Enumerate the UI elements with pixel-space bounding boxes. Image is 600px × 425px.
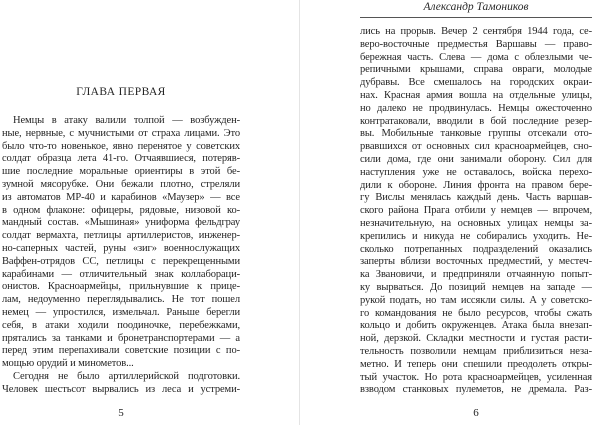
text-line: взводом станковых пулеметов, не дремала. Раз-: [360, 384, 592, 396]
text-line: контратаковали, вводили в бой последние резер-: [360, 115, 592, 127]
text-line: ные, нервные, с мучнистыми от страха лицами. Это: [2, 127, 240, 139]
text-line: в одном флаконе: офицеры, рядовые, низовой ко-: [2, 204, 240, 216]
text-line: дубравы. Все смешалось на городских окраи-: [360, 77, 592, 89]
text-line: ку вырваться. До позиций немцев на западе —: [360, 281, 592, 293]
header-rule: [360, 17, 592, 18]
text-line: сколько потрепанных подразделений оказались: [360, 243, 592, 255]
text-line: кольцо и добить окруженцев. Атака была внезап-: [360, 320, 592, 332]
chapter-heading: ГЛАВА ПЕРВАЯ: [76, 86, 166, 98]
text-line: ка Звановичи, и предприняли отчаянную попыт-: [360, 269, 592, 281]
text-line: бережная часть. Слева — дома с облезлыми че-: [360, 51, 592, 63]
text-line: метно. И теперь они спешили преодолеть откры-: [360, 358, 592, 370]
left-page: [2, 0, 240, 425]
text-line: себя, в атаки ходили поодиночке, перебежками,: [2, 319, 240, 331]
text-line: карабинами — отличительный знак коллабораци-: [2, 268, 240, 280]
text-line: крепились и никуда не собирались уходить. Не-: [360, 230, 592, 242]
text-line: ной, дерзкой. Складки местности и густая расти-: [360, 333, 592, 345]
text-line: было что-то новенькое, явно перенятое у советских: [2, 140, 240, 152]
right-page: [360, 0, 592, 425]
text-line: зумной мясорубке. Они бежали плотно, стреляли: [2, 178, 240, 190]
right-page-number: 6: [473, 407, 479, 419]
left-page-number: 5: [118, 407, 124, 419]
text-line: но-саперных частей, руны «зиг» военнослужащих: [2, 242, 240, 254]
text-line: перед этим перепахивали советские позиции с по-: [2, 345, 240, 357]
text-line: немец — упростился, измельчал. Раньше берегли: [2, 306, 240, 318]
text-line: лись на прорыв. Вечер 2 сентября 1944 года, се-: [360, 26, 592, 37]
text-line: вы. Мобильные танковые группы отсекали ото-: [360, 128, 592, 140]
text-line: прятались за танками и бронетранспортерами — а: [2, 332, 240, 344]
text-line: Сегодня не было артиллерийской подготовки.: [13, 370, 240, 382]
left-page-text: [2, 115, 240, 397]
text-line: тый участок. Но рота красноармейцев, усиленная: [360, 371, 592, 383]
text-line: ского района Прага отбили у немцев — впрочем,: [360, 205, 592, 217]
text-line: сили дома, где они занимали оборону. Сил для: [360, 153, 592, 165]
text-line: дили к обороне. Линия фронта на правом бере-: [360, 179, 592, 191]
text-line: Немцы в атаку валили толпой — возбужден-: [13, 115, 240, 126]
text-line: лам, недоуменно переглядывались. Не тот пошел: [2, 294, 240, 306]
text-line: солдат вермахта, петлицы артиллеристов, инженер-: [2, 230, 240, 242]
text-line: наступления уже не оставалось, войска перехо-: [360, 166, 592, 178]
text-line: нах. Красная армия вошла на отдельные улицы,: [360, 89, 592, 101]
text-line: мощью орудий и минометов...: [2, 358, 134, 370]
right-page-text: [360, 26, 592, 397]
text-line: веро-восточные предместья Варшавы — право-: [360, 38, 592, 50]
text-line: Человек шестьсот вырвались из леса и устреми-: [2, 383, 240, 395]
text-line: онистов. Красноармейцы, прильнувшие к прице-: [2, 281, 240, 293]
text-line: Ваффен-отрядов СС, петлицы с перекрещенными: [2, 255, 240, 267]
text-line: шие последние моральные ориентиры в этой бе-: [2, 166, 240, 178]
text-line: тельность позволили немцам приблизиться неза-: [360, 345, 592, 357]
text-line: но далеко не продвинулась. Немцы ожесточенно: [360, 102, 592, 114]
text-line: солдат образца лета 41-го. Отчаявшиеся, потеряв-: [2, 153, 240, 165]
text-line: заперты вблизи восточных предместий, у местеч-: [360, 256, 592, 268]
text-line: гу Вислы менялась каждый день. Часть варшав-: [360, 192, 592, 204]
running-header-author: Александр Тамоников: [423, 1, 529, 13]
text-line: из автоматов МР-40 и карабинов «Маузер» — все: [2, 191, 240, 203]
text-line: го командования не было ресурсов, чтобы сжать: [360, 307, 592, 319]
text-line: незначительную, на основных улицах немцы за-: [360, 217, 592, 229]
text-line: мандный состав. «Мышиная» униформа фельдграу: [2, 217, 240, 229]
text-line: репичными крышами, справа овраги, молодые: [360, 64, 592, 76]
page-gutter-divider: [299, 0, 300, 425]
text-line: рукой подать, но там иссякли силы. А у советско-: [360, 294, 592, 306]
text-line: рвавшихся от основных сил красноармейцев, сно-: [360, 141, 592, 153]
